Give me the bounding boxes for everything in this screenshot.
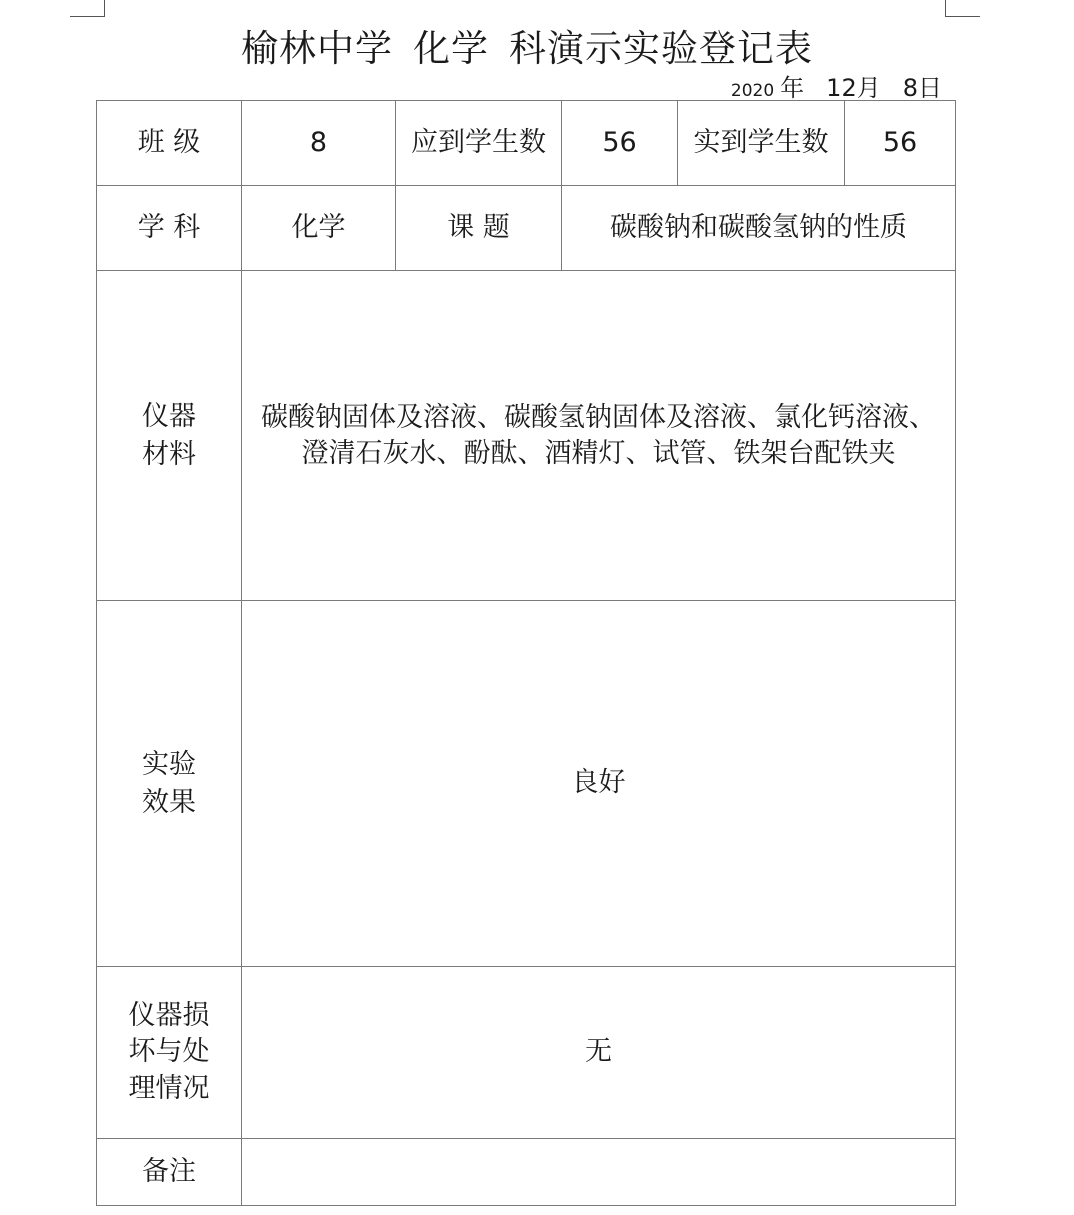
- materials-value: 碳酸钠固体及溶液、碳酸氢钠固体及溶液、氯化钙溶液、澄清石灰水、酚酞、酒精灯、试管、铁架台配铁夹: [242, 271, 956, 601]
- class-label: 班 级: [97, 101, 242, 186]
- table-row-subject: [97, 186, 956, 271]
- date-month: 12月: [826, 74, 881, 102]
- actual-students-label: 实到学生数: [678, 101, 845, 186]
- damage-label-cell: [97, 967, 242, 1139]
- date-day: 8日: [902, 74, 942, 102]
- subject-value: 化学: [242, 186, 396, 271]
- class-value: 8: [242, 101, 396, 186]
- effect-label-cell: [97, 601, 242, 967]
- date-year: 2020: [730, 81, 775, 101]
- date-year-unit: 年: [780, 74, 805, 102]
- subject-label: 学 科: [97, 186, 242, 271]
- title-subject: 化学: [413, 27, 489, 70]
- title-suffix: 科演示实验登记表: [509, 27, 813, 70]
- topic-label: 课 题: [396, 186, 562, 271]
- expected-students-value: 56: [562, 101, 678, 186]
- table-row-materials: [97, 271, 956, 601]
- damage-label: 仪器损坏与处理情况: [128, 999, 210, 1104]
- topic-value: 碳酸钠和碳酸氢钠的性质: [562, 186, 956, 271]
- expected-students-label: 应到学生数: [396, 101, 562, 186]
- damage-value: 无: [242, 967, 956, 1139]
- table-row-damage: [97, 967, 956, 1139]
- form-date: [731, 68, 942, 103]
- crop-mark-top-right: [945, 0, 980, 17]
- crop-mark-top-left: [70, 0, 105, 17]
- table-row-effect: [97, 601, 956, 967]
- title-school: 榆林中学: [241, 27, 393, 70]
- remarks-label: 备注: [97, 1139, 242, 1206]
- remarks-value: [242, 1139, 956, 1206]
- table-row-remarks: [97, 1139, 956, 1206]
- form-title: [0, 18, 1054, 72]
- materials-label-cell: [97, 271, 242, 601]
- table-row-class: [97, 101, 956, 186]
- effect-label: 实验效果: [142, 748, 196, 818]
- effect-value: 良好: [242, 601, 956, 967]
- registration-table: [96, 100, 956, 1206]
- actual-students-value: 56: [845, 101, 956, 186]
- materials-label: 仪器材料: [142, 400, 196, 470]
